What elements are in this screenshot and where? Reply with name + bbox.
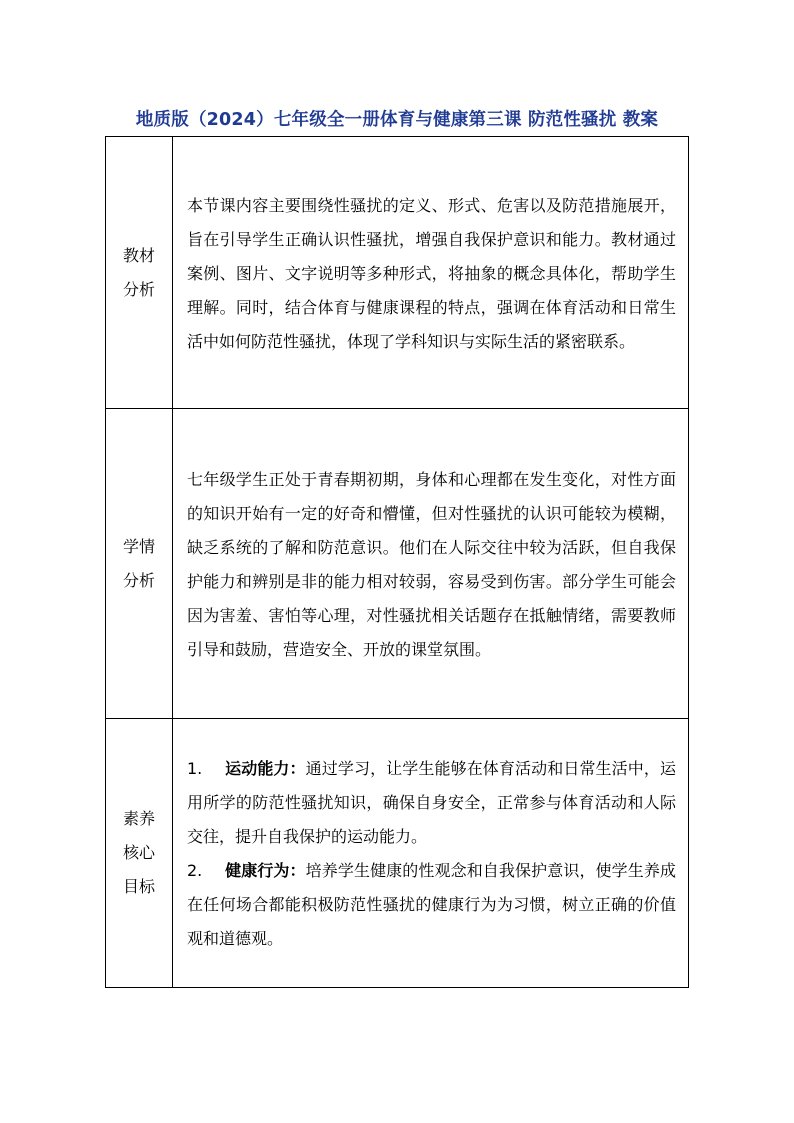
row-content [173,137,689,409]
row-label-line: 教材 [122,245,155,265]
row-label [106,719,173,988]
row-label-line: 分析 [122,570,155,590]
row-content [173,719,689,988]
row-label-line: 素养 [122,809,155,828]
row-label-line: 学情 [122,536,155,556]
table-row-material-analysis [106,137,689,409]
table-row-student-analysis [106,409,689,719]
document-title: 地质版（2024）七年级全一册体育与健康第三课 防范性骚扰 教案 [135,110,659,130]
row-label [106,409,173,719]
goal-heading: 健康行为： [225,861,306,880]
goal-text: 培养学生健康的性观念和自我保护意识，使学生养成在任何场合都能积极防范性骚扰的健康行为为习惯，树立正确的价值观和道德观。 [187,861,676,948]
row-label-line: 核心 [122,843,155,862]
table-row-core-goals [106,719,689,988]
goal-number: 2. [187,861,203,880]
goal-heading: 运动能力： [225,759,306,778]
row-label-line: 分析 [122,279,155,299]
goal-item [187,752,676,854]
lesson-plan-table [105,136,689,988]
material-analysis-text: 本节课内容主要围绕性骚扰的定义、形式、危害以及防范措施展开，旨在引导学生正确认识性骚扰，增强自我保护意识和能力。教材通过案例、图片、文字说明等多种形式，将抽象的概念具体化，帮助学生理解。同时，结合体育与健康课程的特点，强调在体育活动和日常生活中如何防范性骚扰，体现了学科知识与实际生活的紧密联系。 [187,195,676,351]
row-label [106,137,173,409]
goal-text: 通过学习，让学生能够在体育活动和日常生活中，运用所学的防范性骚扰知识，确保自身安全，正常参与体育活动和人际交往，提升自我保护的运动能力。 [187,759,676,846]
row-content [173,409,689,719]
goal-item [187,854,676,956]
row-label-line: 目标 [122,877,155,896]
goal-number: 1. [187,759,203,778]
student-analysis-text: 七年级学生正处于青春期初期，身体和心理都在发生变化，对性方面的知识开始有一定的好奇和懵懂，但对性骚扰的认识可能较为模糊，缺乏系统的了解和防范意识。他们在人际交往中较为活跃，但自我保护能力和辨别是非的能力相对较弱，容易受到伤害。部分学生可能会因为害羞、害怕等心理，对性骚扰相关话题存在抵触情绪，需要教师引导和鼓励，营造安全、开放的课堂氛围。 [187,469,676,659]
